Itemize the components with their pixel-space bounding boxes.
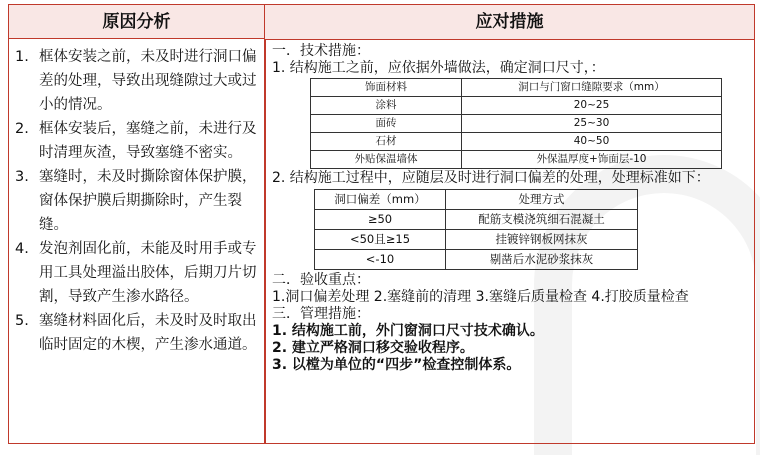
table-cell: 面砖 xyxy=(311,115,462,133)
cause-item xyxy=(13,309,259,357)
table-cell: 石材 xyxy=(311,133,462,151)
table-row xyxy=(315,210,638,230)
table-cell: ≥50 xyxy=(315,210,446,230)
table-cell: 40~50 xyxy=(462,133,722,151)
column-divider xyxy=(264,39,266,443)
table-header-cell: 饰面材料 xyxy=(311,79,462,97)
table-header-cell: 洞口与门窗口缝隙要求（mm） xyxy=(462,79,722,97)
cause-item xyxy=(13,117,259,165)
management-item: 3. 以樘为单位的“四步”检查控制体系。 xyxy=(272,357,521,373)
tech-measures-title: 一．技术措施： xyxy=(272,43,370,59)
cause-text: 框体安装后，塞缝之前，未进行及时清理灰渣，导致塞缝不密实。 xyxy=(39,121,257,161)
tech-item-2: 2. 结构施工过程中，应随层及时进行洞口偏差的处理，处理标准如下： xyxy=(272,170,710,186)
acceptance-title: 二．验收重点： xyxy=(272,272,370,288)
table-row xyxy=(311,151,722,169)
table-row xyxy=(311,97,722,115)
table-row xyxy=(311,133,722,151)
causes-list xyxy=(13,45,259,357)
cause-text: 塞缝时，未及时撕除窗体保护膜，窗体保护膜后期撕除时，产生裂缝。 xyxy=(39,169,257,233)
cause-number: 5. xyxy=(15,313,29,329)
table-cell: 外保温厚度+饰面层-10 xyxy=(462,151,722,169)
cause-number: 1. xyxy=(15,49,29,65)
table-row xyxy=(311,115,722,133)
table-cell: 剔凿后水泥砂浆抹灰 xyxy=(446,250,638,270)
management-item: 1. 结构施工前，外门窗洞口尺寸技术确认。 xyxy=(272,323,544,339)
tech-item-1: 1. 结构施工之前，应依据外墙做法，确定洞口尺寸，： xyxy=(272,60,605,76)
gap-requirement-table xyxy=(310,78,722,169)
table-cell: <-10 xyxy=(315,250,446,270)
causes-header: 原因分析 xyxy=(9,5,265,39)
cause-number: 4. xyxy=(15,241,29,257)
table-cell: 挂镀锌钢板网抹灰 xyxy=(446,230,638,250)
cause-text: 框体安装之前，未及时进行洞口偏差的处理，导致出现缝隙过大或过小的情况。 xyxy=(39,49,257,113)
cause-number: 3. xyxy=(15,169,29,185)
table-header-cell: 处理方式 xyxy=(446,190,638,210)
measures-header: 应对措施 xyxy=(265,5,754,40)
table-header-row xyxy=(315,190,638,210)
management-item: 2. 建立严格洞口移交验收程序。 xyxy=(272,340,474,356)
deviation-treatment-table xyxy=(314,189,638,270)
cause-item xyxy=(13,165,259,237)
acceptance-items: 1.洞口偏差处理 2.塞缝前的清理 3.塞缝后质量检查 4.打胶质量检查 xyxy=(272,289,689,305)
table-row xyxy=(315,230,638,250)
measures-content xyxy=(272,43,750,374)
cause-item xyxy=(13,45,259,117)
cause-text: 塞缝材料固化后，未及时及时取出临时固定的木楔，产生渗水通道。 xyxy=(39,313,257,353)
cause-text: 发泡剂固化前，未能及时用手或专用工具处理溢出胶体，后期刀片切割，导致产生渗水路径。 xyxy=(39,241,257,305)
table-cell: 外贴保温墙体 xyxy=(311,151,462,169)
table-header-cell: 洞口偏差（mm） xyxy=(315,190,446,210)
table-cell: 配筋支模浇筑细石混凝土 xyxy=(446,210,638,230)
table-cell: 20~25 xyxy=(462,97,722,115)
table-cell: 涂料 xyxy=(311,97,462,115)
management-title: 三．管理措施： xyxy=(272,306,370,322)
cause-number: 2. xyxy=(15,121,29,137)
analysis-frame xyxy=(8,4,755,444)
table-cell: 25~30 xyxy=(462,115,722,133)
cause-item xyxy=(13,237,259,309)
table-row xyxy=(315,250,638,270)
table-header-row xyxy=(311,79,722,97)
table-cell: <50且≥15 xyxy=(315,230,446,250)
